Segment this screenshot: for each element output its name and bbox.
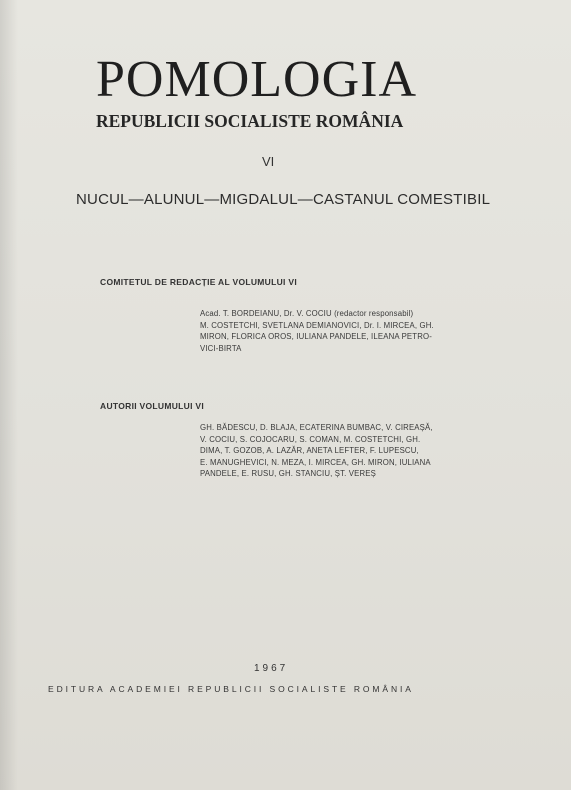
authors-line: PANDELE, E. RUSU, GH. STANCIU, ȘT. VEREȘ — [200, 469, 376, 479]
volume-number: VI — [262, 154, 275, 169]
authors-line: V. COCIU, S. COJOCARU, S. COMAN, M. COSTETCHI, GH. — [200, 434, 421, 444]
book-subtitle: REPUBLICII SOCIALISTE ROMÂNIA — [96, 111, 404, 131]
authors-line: DIMA, T. GOZOB, A. LAZĂR, ANETA LEFTER, F. LUPESCU, — [200, 446, 419, 456]
authors-heading: AUTORII VOLUMULUI VI — [100, 401, 205, 411]
book-title: POMOLOGIA — [96, 51, 417, 108]
authors-line: E. MANUGHEVICI, N. MEZA, I. MIRCEA, GH. MIRON, IULIANA — [200, 457, 431, 467]
committee-names — [200, 308, 466, 354]
authors-names — [200, 422, 466, 480]
publisher-name: EDITURA ACADEMIEI REPUBLICII SOCIALISTE ROMÂNIA — [48, 684, 414, 694]
committee-line: M. COSTETCHI, SVETLANA DEMIANOVICI, Dr. I. MIRCEA, GH. — [200, 320, 434, 330]
committee-line: Acad. T. BORDEIANU, Dr. V. COCIU (redactor responsabil) — [200, 309, 414, 318]
species-line: NUCUL—ALUNUL—MIGDALUL—CASTANUL COMESTIBIL — [76, 191, 491, 208]
committee-line: MIRON, FLORICA OROS, IULIANA PANDELE, ILEANA PETRO- — [200, 332, 432, 342]
authors-line: GH. BĂDESCU, D. BLAJA, ECATERINA BUMBAC, V. CIREAȘĂ, — [200, 423, 433, 432]
committee-line: VICI-BIRTA — [200, 343, 242, 353]
committee-heading: COMITETUL DE REDACȚIE AL VOLUMULUI VI — [100, 277, 297, 287]
publication-year: 1967 — [254, 663, 289, 674]
page-edge-shadow — [0, 0, 18, 790]
